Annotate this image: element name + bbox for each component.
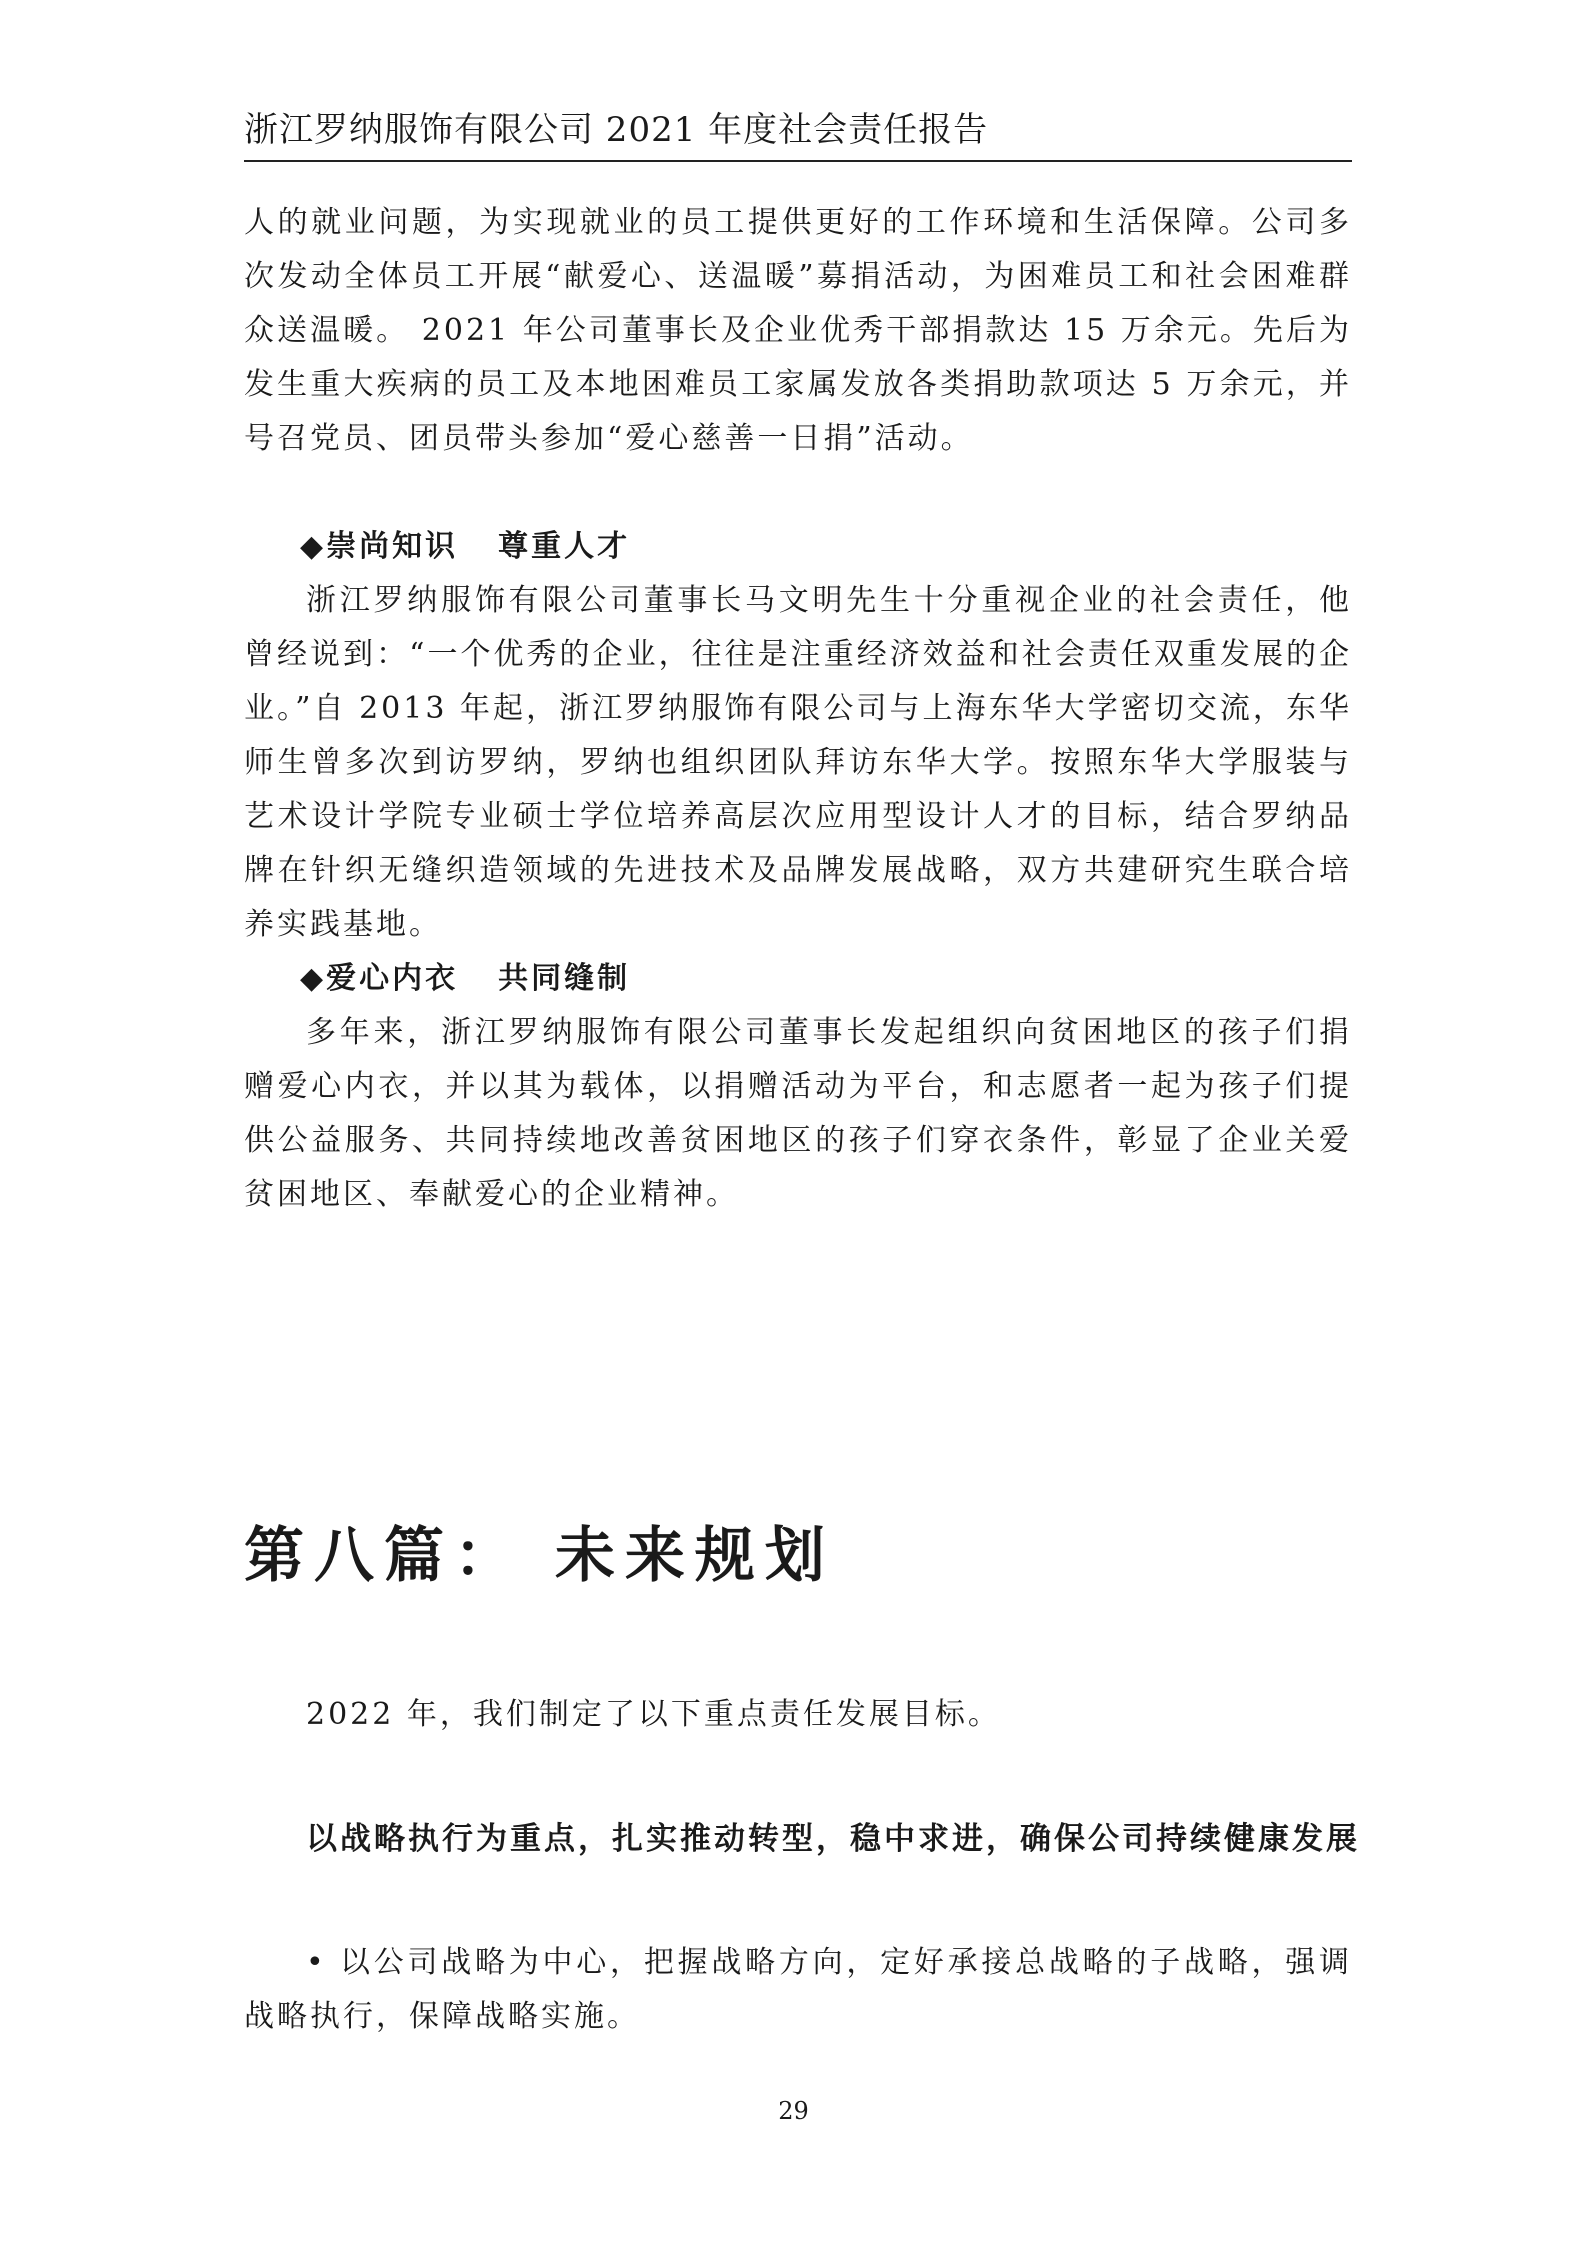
plan-lead: 2022 年，我们制定了以下重点责任发展目标。 [306,1697,1001,1732]
subheading-love-underwear [300,952,630,1006]
page-number: 29 [778,2097,809,2125]
subheading-underwear-label: ◆爱心内衣 [300,961,459,996]
paragraph-underwear-donation: 多年来，浙江罗纳服饰有限公司董事长发起组织向贫困地区的孩子们捐赠爱心内衣，并以其为载体，以捐赠活动为平台，和志愿者一起为孩子们提供公益服务、共同持续地改善贫困地区的孩子们穿衣条件，彰显了企业关爱贫困地区、奉献爱心的企业精神。 [244,1015,1352,1212]
plan-goal-heading: 以战略执行为重点，扎实推动转型，稳中求进，确保公司持续健康发展 [306,1821,1360,1857]
paragraph-donghua-cooperation: 浙江罗纳服饰有限公司董事长马文明先生十分重视企业的社会责任，他曾经说到：“一个优秀的企业，往往是注重经济效益和社会责任双重发展的企业。”自 2013 年起，浙江罗纳服饰有限公司与上海东华大学密切交流，东华师生曾多次到访罗纳，罗纳也组织团队拜访东华大学。按照东华大学服装与艺术设计学院专业硕士学位培养高层次应用型设计人才的目标，结合罗纳品牌在针织无缝织造领域的先进技术及品牌发展战略，双方共建研究生联合培养实践基地。 [244,583,1352,942]
running-header: 浙江罗纳服饰有限公司 2021 年度社会责任报告 [244,110,989,150]
chapter-title: 第八篇： 未来规划 [244,1521,835,1591]
subheading-talent-label: 尊重人才 [498,529,631,564]
subheading-knowledge-label: ◆崇尚知识 [300,529,459,564]
subheading-sewing-label: 共同缝制 [498,961,631,996]
paragraph-employment-donations: 人的就业问题，为实现就业的员工提供更好的工作环境和生活保障。公司多次发动全体员工开展“献爱心、送温暖”募捐活动，为困难员工和社会困难群众送温暖。 2021 年公司董事长及企业优秀干部捐款达 15 万余元。先后为发生重大疾病的员工及本地困难员工家属发放各类捐助款项达 5 万余元，并号召党员、团员带头参加“爱心慈善一日捐”活动。 [244,205,1352,456]
plan-bullet-item: • 以公司战略为中心，把握战略方向，定好承接总战略的子战略，强调战略执行，保障战略实施。 [244,1945,1352,2034]
header-rule [244,160,1352,162]
subheading-knowledge-talent [300,520,630,574]
